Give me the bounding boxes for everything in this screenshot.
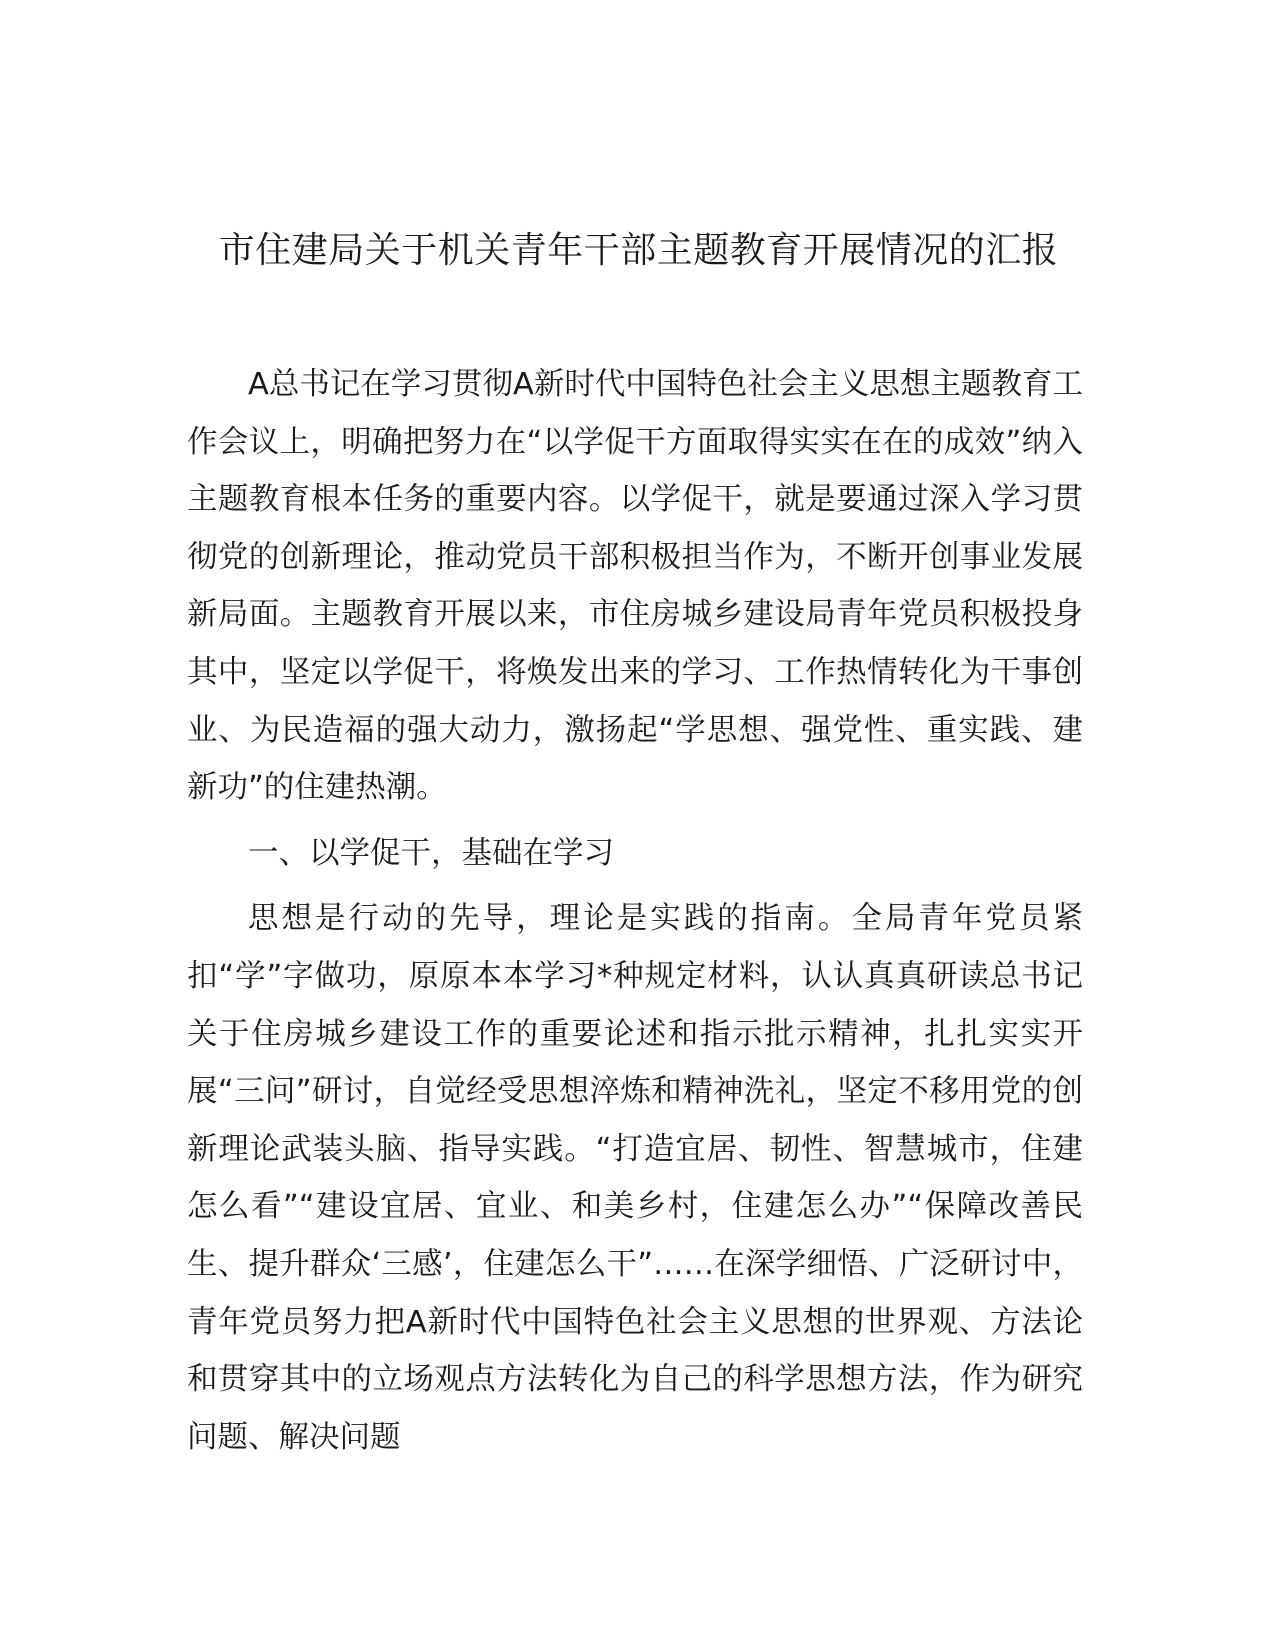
section-heading-1: 一、以学促干，基础在学习 bbox=[248, 835, 614, 871]
document-title: 市住建局关于机关青年干部主题教育开展情况的汇报 bbox=[218, 230, 1059, 271]
paragraph-intro: A总书记在学习贯彻A新时代中国特色社会主义思想主题教育工作会议上，明确把努力在“以学促干方面取得实实在在的成效”纳入主题教育根本任务的重要内容。以学促干，就是要通过深入学习贯彻党的创新理论，推动党员干部积极担当作为，不断开创事业发展新局面。主题教育开展以来，市住房城乡建设局青年党员积极投身其中，坚定以学促干，将焕发出来的学习、工作热情转化为干事创业、为民造福的强大动力，激扬起“学思想、强党性、重实践、建新功”的住建热潮。 bbox=[187, 367, 1083, 806]
document-body bbox=[187, 356, 1083, 1466]
paragraph-section-1: 思想是行动的先导，理论是实践的指南。全局青年党员紧扣“学”字做功，原原本本学习*种规定材料，认认真真研读总书记关于住房城乡建设工作的重要论述和指示批示精神，扎扎实实开展“三问”研讨，自觉经受思想淬炼和精神洗礼，坚定不移用党的创新理论武装头脑、指导实践。“打造宜居、韧性、智慧城市，住建怎么看”“建设宜居、宜业、和美乡村，住建怎么办”“保障改善民生、提升群众‘三感’，住建怎么干”……在深学细悟、广泛研讨中，青年党员努力把A新时代中国特色社会主义思想的世界观、方法论和贯穿其中的立场观点方法转化为自己的科学思想方法，作为研究问题、解决问题 bbox=[187, 901, 1083, 1455]
